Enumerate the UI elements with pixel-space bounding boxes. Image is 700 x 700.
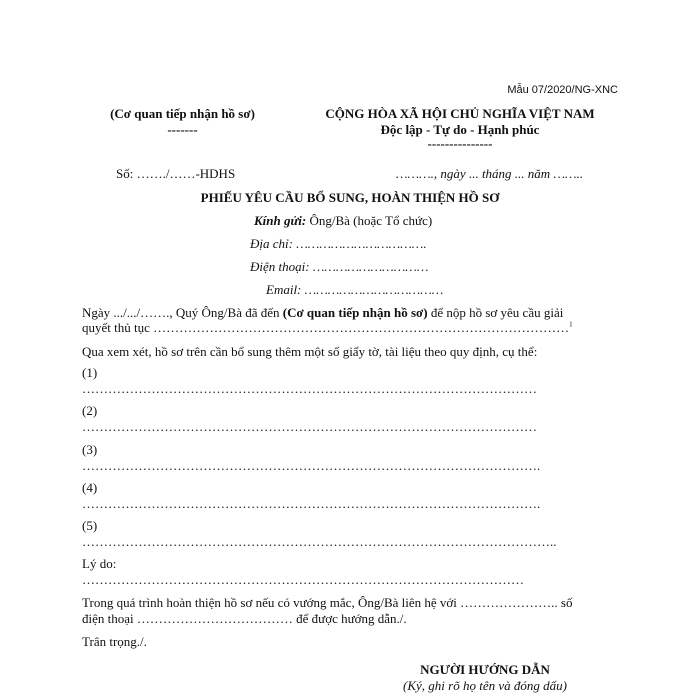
item-dots: …………………………………………………………………………………………… (82, 381, 537, 396)
agency-underline: ------- (167, 122, 198, 137)
para1-procedure: quyết thủ tục …………………………………………………………………………………… (82, 320, 570, 335)
signer-note: (Ký, ghi rõ họ tên và đóng dấu) (403, 678, 567, 693)
para1-line2 (82, 320, 573, 336)
agency-header: (Cơ quan tiếp nhận hồ sơ) (110, 106, 255, 121)
item-dots: ……………………………………………………………………………………………….. (82, 534, 557, 549)
contact-line1: Trong quá trình hoàn thiện hồ sơ nếu có vướng mắc, Ông/Bà liên hệ với ………………….. số (82, 595, 573, 610)
nation-title: CỘNG HÒA XÃ HỘI CHỦ NGHĨA VIỆT NAM (325, 106, 595, 121)
document-title: PHIẾU YÊU CẦU BỔ SUNG, HOÀN THIỆN HỒ SƠ (200, 190, 500, 205)
footnote-marker: 1 (569, 320, 573, 329)
recipient-line (254, 213, 432, 229)
document-number: Số: ……./……-HDHS (116, 166, 236, 181)
para1-before: Ngày .../.../……., Quý Ông/Bà đã đến (82, 305, 283, 320)
recipient-address: Địa chỉ: ……………………………. (250, 236, 427, 251)
item-dots: ……………………………………………………………………………………………. (82, 496, 541, 511)
item-label: (4) (82, 480, 98, 495)
item-dots: …………………………………………………………………………………………… (82, 419, 537, 434)
recipient-phone: Điện thoại: ………………………… (250, 259, 429, 274)
para1-agency: (Cơ quan tiếp nhận hồ sơ) (282, 305, 428, 320)
para1-line1 (82, 305, 563, 321)
contact-line2: điện thoại ……………………………… để được hướng dẫn./. (82, 611, 407, 626)
recipient-value: Ông/Bà (hoặc Tổ chức) (309, 213, 433, 228)
item-label: (2) (82, 403, 98, 418)
para2: Qua xem xét, hồ sơ trên cần bổ sung thêm một số giấy tờ, tài liệu theo quy định, cụ thể: (82, 344, 538, 359)
motto-underline: --------------- (427, 136, 493, 151)
form-code: Mẫu 07/2020/NG-XNC (507, 84, 618, 96)
item-label: (3) (82, 442, 98, 457)
reason-dots: ………………………………………………………………………………………… (82, 572, 524, 587)
closing: Trân trọng./. (82, 634, 147, 649)
recipient-email: Email: ……………………………… (266, 282, 444, 297)
para1-after: để nộp hồ sơ yêu cầu giải (427, 305, 564, 320)
recipient-label: Kính gửi: (254, 213, 307, 228)
motto: Độc lập - Tự do - Hạnh phúc (380, 122, 540, 137)
reason-label: Lý do: (82, 556, 117, 571)
signer-title: NGƯỜI HƯỚNG DẪN (420, 662, 550, 677)
item-label: (1) (82, 365, 98, 380)
item-dots: ……………………………………………………………………………………………. (82, 458, 541, 473)
date-line: ………., ngày ... tháng ... năm …….. (396, 166, 584, 181)
item-label: (5) (82, 518, 98, 533)
